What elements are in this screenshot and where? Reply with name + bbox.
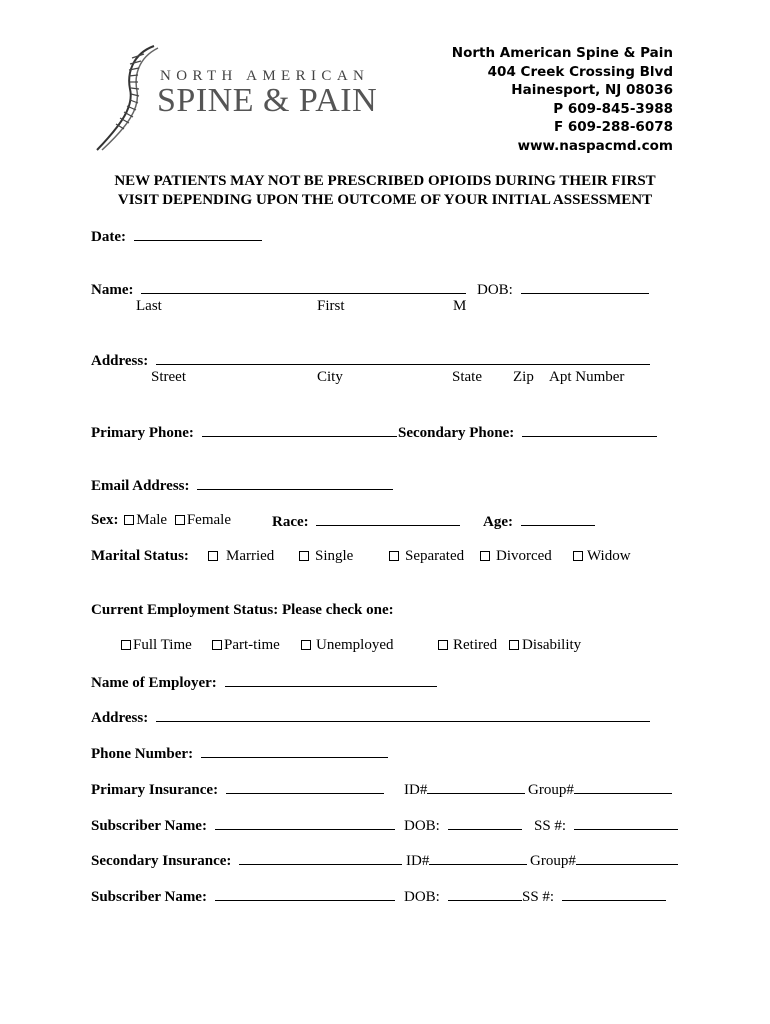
emp-disability-label: Disability <box>522 637 582 653</box>
subscriber2-row <box>91 886 395 906</box>
secondary-group-label: Group# <box>530 853 576 869</box>
notice-line-2: VISIT DEPENDING UPON THE OUTCOME OF YOUR INITIAL ASSESSMENT <box>117 192 653 208</box>
subscriber2-label: Subscriber Name: <box>91 889 207 905</box>
age-label: Age: <box>483 514 513 530</box>
practice-name: North American Spine & Pain <box>451 45 673 61</box>
secondary-insurance-row <box>91 850 402 870</box>
emp-unemployed-option[interactable] <box>301 636 393 654</box>
address-row <box>91 350 650 370</box>
spine-logo-icon <box>92 44 162 154</box>
email-field[interactable] <box>197 475 393 490</box>
practice-phone: P 609-845-3988 <box>553 100 673 117</box>
name-field[interactable] <box>141 279 466 294</box>
sex-row <box>91 511 231 529</box>
addr-apt-caption: Apt Number <box>549 369 625 385</box>
name-first-caption: First <box>317 298 345 314</box>
practice-street: 404 Creek Crossing Blvd <box>487 63 673 80</box>
sex-label: Sex: <box>91 512 119 528</box>
primary-insurance-row <box>91 779 384 799</box>
employer-row <box>91 672 437 692</box>
emp-retired-label: Retired <box>453 637 498 653</box>
secondary-phone-label: Secondary Phone: <box>398 425 515 441</box>
secondary-id-row <box>406 850 527 870</box>
email-label: Email Address: <box>91 478 190 494</box>
subscriber2-ss-row <box>522 886 666 906</box>
marital-separated-option[interactable] <box>389 547 464 565</box>
secondary-insurance-label: Secondary Insurance: <box>91 853 232 869</box>
marital-single-checkbox[interactable] <box>299 551 309 561</box>
primary-id-field[interactable] <box>427 779 525 794</box>
emp-fulltime-label: Full Time <box>133 637 192 653</box>
primary-phone-field[interactable] <box>202 422 397 437</box>
employment-label: Current Employment Status: Please check one: <box>91 602 394 618</box>
subscriber1-ss-label: SS #: <box>534 818 567 834</box>
subscriber1-dob-label: DOB: <box>404 818 440 834</box>
secondary-group-row <box>530 850 678 870</box>
marital-widow-checkbox[interactable] <box>573 551 583 561</box>
name-label: Name: <box>91 282 134 298</box>
emp-retired-checkbox[interactable] <box>438 640 448 650</box>
sex-male-label: Male <box>136 512 168 528</box>
age-row <box>483 511 595 531</box>
primary-group-field[interactable] <box>574 779 672 794</box>
sex-female-label: Female <box>186 512 231 528</box>
emp-retired-option[interactable] <box>438 636 497 654</box>
secondary-id-label: ID# <box>406 853 430 869</box>
age-field[interactable] <box>521 511 595 526</box>
primary-phone-label: Primary Phone: <box>91 425 194 441</box>
name-last-caption: Last <box>136 298 162 314</box>
dob-label: DOB: <box>477 282 513 298</box>
dob-row <box>477 279 649 299</box>
addr-city-caption: City <box>317 369 343 385</box>
subscriber1-ss-row <box>534 815 678 835</box>
primary-id-row <box>404 779 525 799</box>
subscriber2-ss-field[interactable] <box>562 886 666 901</box>
subscriber1-label: Subscriber Name: <box>91 818 207 834</box>
marital-divorced-option[interactable] <box>480 547 552 565</box>
race-label: Race: <box>272 514 309 530</box>
notice-line-1: NEW PATIENTS MAY NOT BE PRESCRIBED OPIOIDS DURING THEIR FIRST <box>114 173 656 189</box>
addr-zip-caption: Zip <box>513 369 534 385</box>
employer-address-field[interactable] <box>156 707 650 722</box>
employer-phone-label: Phone Number: <box>91 746 194 762</box>
subscriber1-dob-field[interactable] <box>448 815 522 830</box>
addr-state-caption: State <box>452 369 482 385</box>
subscriber2-dob-label: DOB: <box>404 889 440 905</box>
practice-city: Hainesport, NJ 08036 <box>511 82 673 98</box>
subscriber1-dob-row <box>404 815 522 835</box>
practice-fax: F 609-288-6078 <box>553 119 673 135</box>
secondary-phone-field[interactable] <box>522 422 657 437</box>
marital-single-label: Single <box>315 548 354 564</box>
primary-phone-row <box>91 422 397 442</box>
name-mi-caption: M <box>453 298 467 314</box>
marital-separated-checkbox[interactable] <box>389 551 399 561</box>
marital-divorced-label: Divorced <box>496 548 552 564</box>
subscriber2-dob-row <box>404 886 522 906</box>
date-field[interactable] <box>134 226 262 241</box>
employer-phone-row <box>91 743 388 763</box>
name-row <box>91 279 466 299</box>
practice-website[interactable]: www.naspacmd.com <box>517 137 673 154</box>
sex-male-checkbox[interactable] <box>124 515 134 525</box>
sex-female-checkbox[interactable] <box>175 515 185 525</box>
marital-divorced-checkbox[interactable] <box>480 551 490 561</box>
date-row <box>91 226 262 246</box>
emp-parttime-label: Part-time <box>224 637 280 653</box>
employer-address-label: Address: <box>91 710 149 726</box>
emp-fulltime-option[interactable] <box>121 636 192 654</box>
employer-phone-field[interactable] <box>201 743 388 758</box>
employer-address-row <box>91 707 650 727</box>
secondary-insurance-field[interactable] <box>239 850 402 865</box>
address-label: Address: <box>91 353 149 369</box>
marital-married-option[interactable] <box>208 547 274 565</box>
email-row <box>91 475 393 495</box>
emp-parttime-checkbox[interactable] <box>212 640 222 650</box>
primary-group-row <box>528 779 672 799</box>
secondary-phone-row <box>398 422 657 442</box>
subscriber1-row <box>91 815 395 835</box>
employer-label: Name of Employer: <box>91 675 217 691</box>
marital-single-option[interactable] <box>299 547 353 565</box>
subscriber2-field[interactable] <box>215 886 395 901</box>
subscriber2-dob-field[interactable] <box>448 886 522 901</box>
secondary-id-field[interactable] <box>429 850 527 865</box>
emp-fulltime-checkbox[interactable] <box>121 640 131 650</box>
marital-separated-label: Separated <box>405 548 465 564</box>
emp-unemployed-label: Unemployed <box>316 637 394 653</box>
race-row <box>272 511 460 531</box>
marital-married-label: Married <box>226 548 275 564</box>
secondary-group-field[interactable] <box>576 850 678 865</box>
race-field[interactable] <box>316 511 460 526</box>
primary-id-label: ID# <box>404 782 428 798</box>
marital-widow-option[interactable] <box>573 547 631 565</box>
emp-unemployed-checkbox[interactable] <box>301 640 311 650</box>
marital-widow-label: Widow <box>587 548 631 564</box>
subscriber2-ss-label: SS #: <box>522 889 555 905</box>
logo-text-top: NORTH AMERICAN <box>160 68 370 84</box>
contact-block <box>452 44 673 155</box>
marital-married-checkbox[interactable] <box>208 551 218 561</box>
opioid-notice <box>0 172 770 210</box>
primary-insurance-field[interactable] <box>226 779 384 794</box>
primary-group-label: Group# <box>528 782 574 798</box>
employer-field[interactable] <box>225 672 437 687</box>
address-field[interactable] <box>156 350 650 365</box>
logo-text-bottom: SPINE & PAIN <box>157 82 378 119</box>
subscriber1-ss-field[interactable] <box>574 815 678 830</box>
dob-field[interactable] <box>521 279 649 294</box>
date-label: Date: <box>91 229 126 245</box>
addr-street-caption: Street <box>151 369 186 385</box>
marital-label: Marital Status: <box>91 548 189 564</box>
primary-insurance-label: Primary Insurance: <box>91 782 219 798</box>
emp-disability-option[interactable] <box>509 636 581 654</box>
subscriber1-field[interactable] <box>215 815 395 830</box>
emp-disability-checkbox[interactable] <box>509 640 519 650</box>
emp-parttime-option[interactable] <box>212 636 280 654</box>
